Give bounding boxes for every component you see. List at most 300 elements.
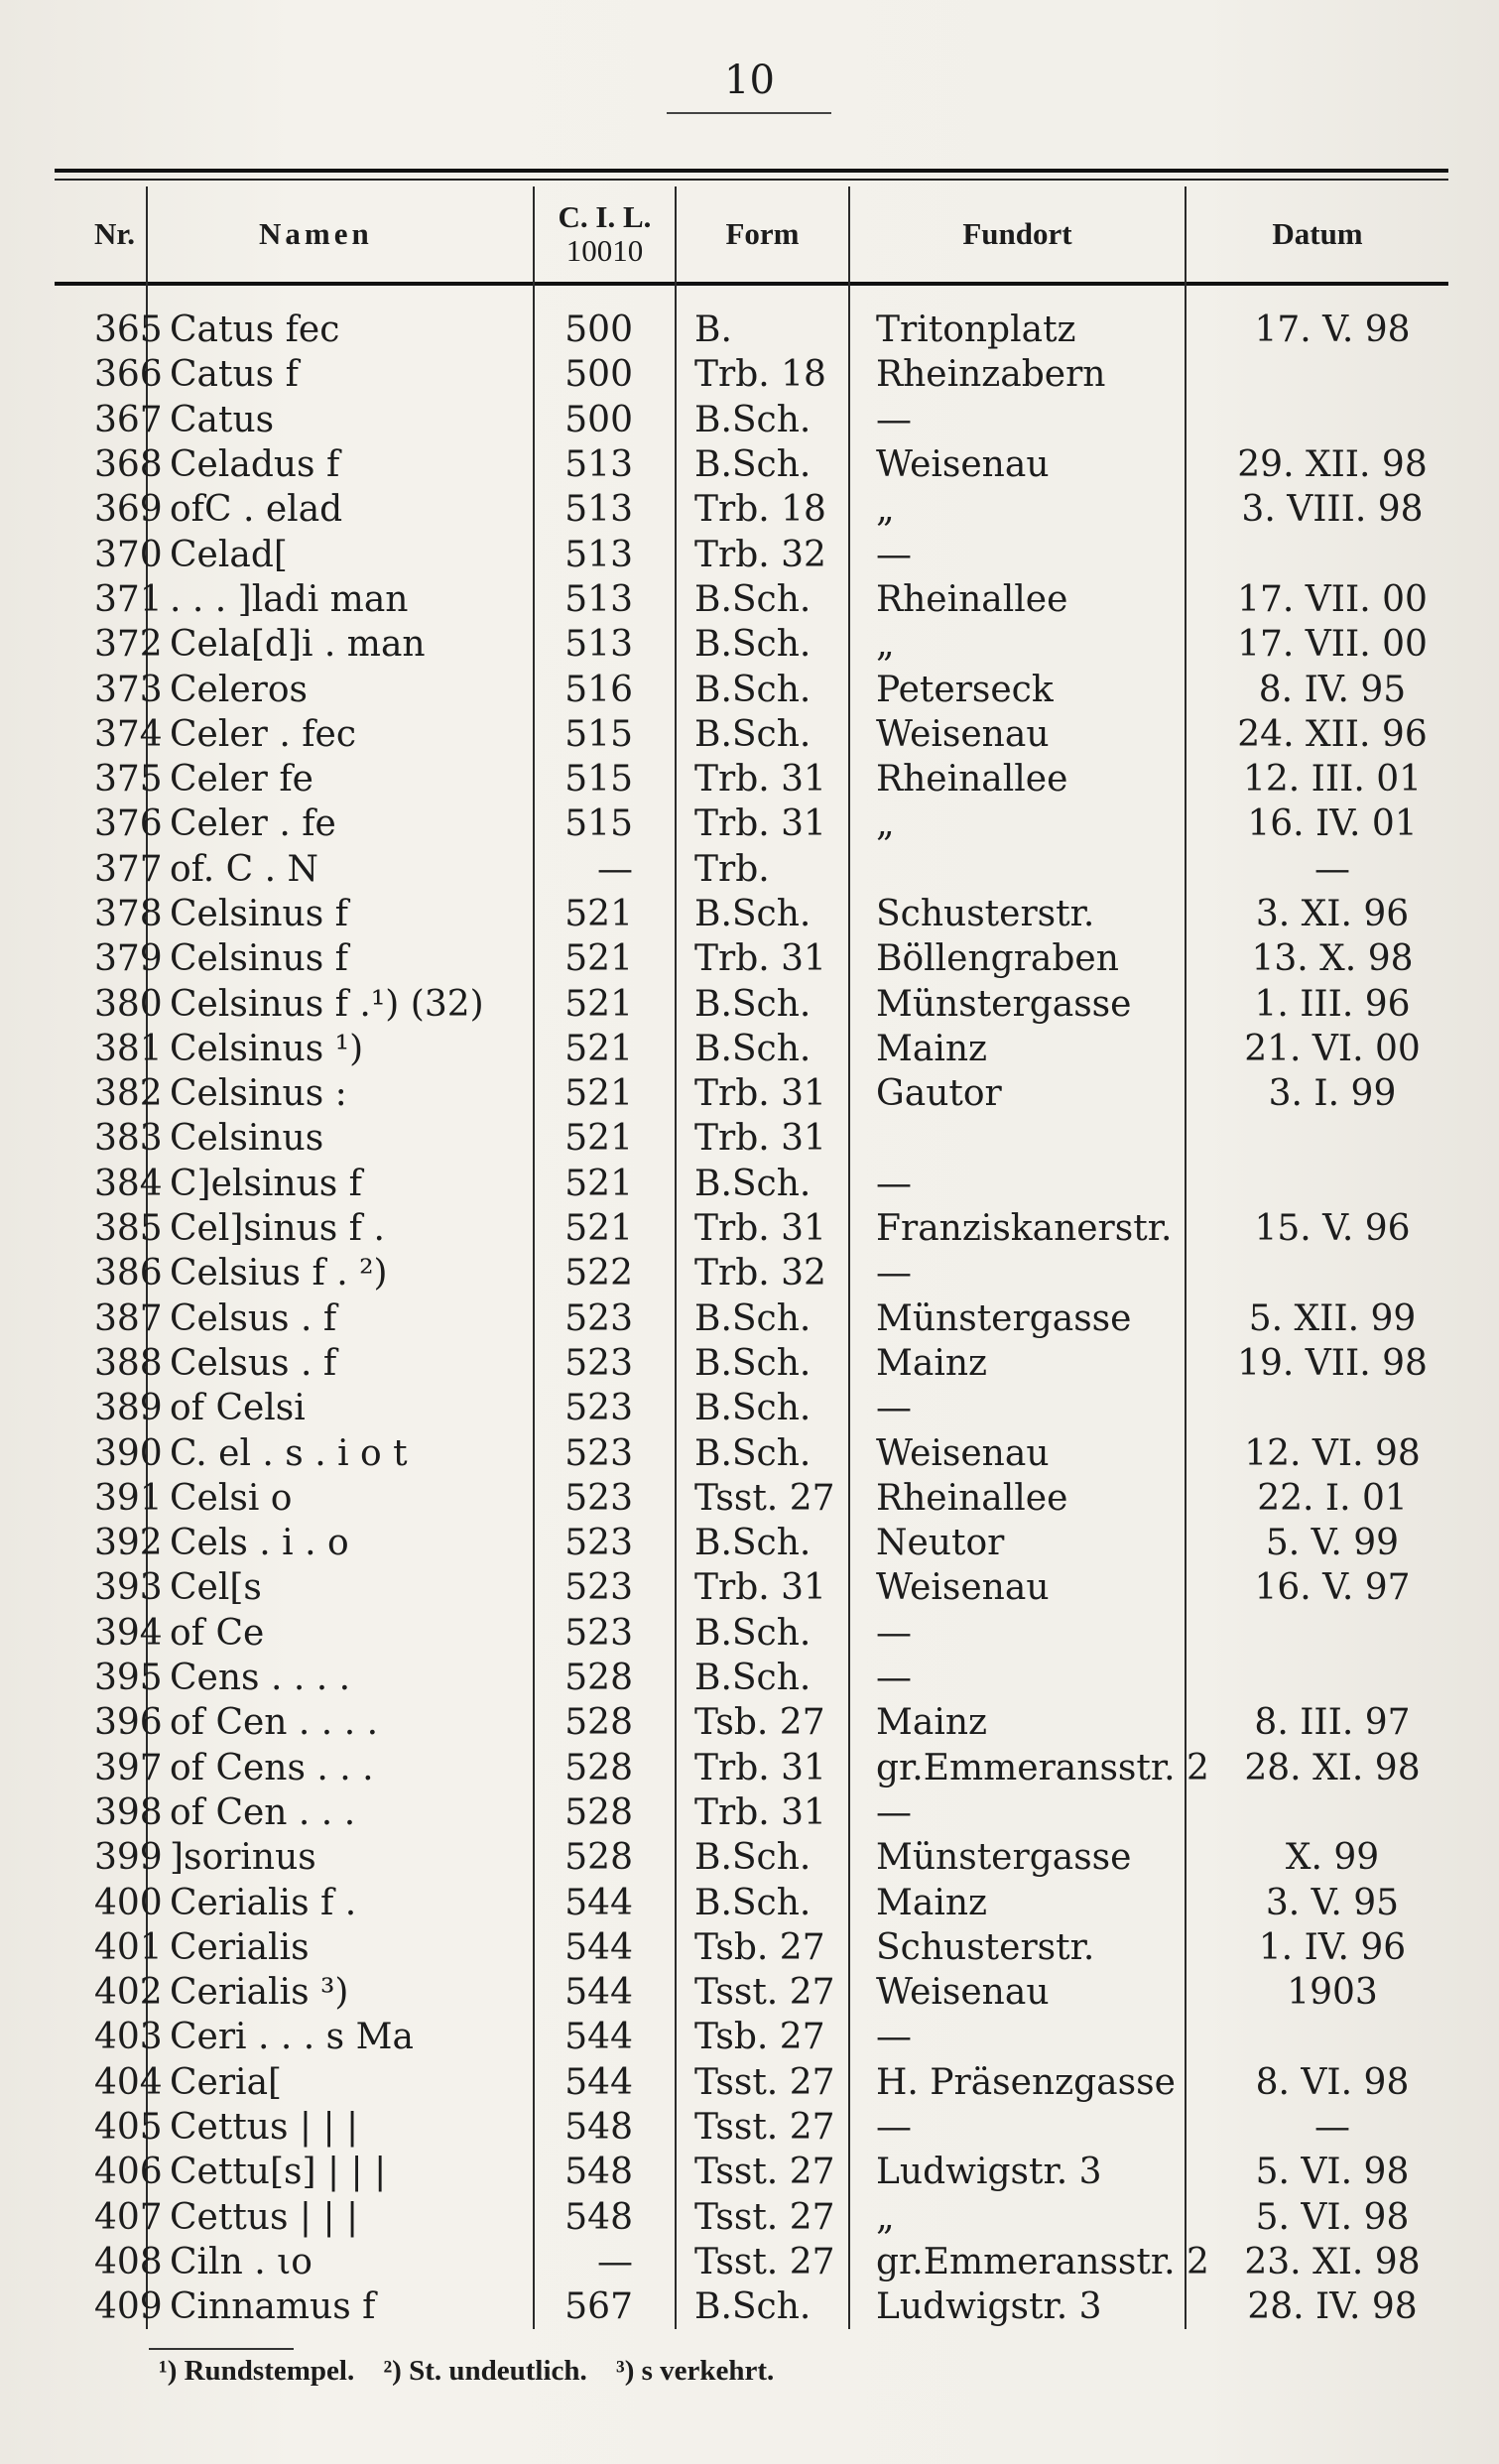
row-cil: 521 (534, 936, 676, 981)
row-form: Tsb. 27 (676, 2015, 849, 2059)
row-fundort: Weisenau (849, 712, 1186, 757)
row-datum (1186, 1116, 1448, 1161)
row-name: Celsinus f (147, 892, 534, 936)
row-form: Tsb. 27 (676, 1925, 849, 1970)
row-nr: 401 (94, 1926, 163, 1968)
row-cil: 516 (534, 667, 676, 711)
row-form: B.Sch. (676, 1341, 849, 1386)
row-fundort: Schusterstr. (849, 1925, 1186, 1970)
row-name: Celeros (147, 667, 534, 711)
row-fundort: Gautor (849, 1071, 1186, 1116)
row-name: Ceri . . . s Ma (147, 2015, 534, 2059)
row-cil: — (534, 847, 676, 892)
row-datum: 3. XI. 96 (1186, 892, 1448, 936)
row-datum: 16. IV. 01 (1186, 801, 1448, 846)
row-cil: 523 (534, 1611, 676, 1656)
row-datum (1186, 1162, 1448, 1206)
table-row (55, 1116, 1448, 1161)
row-fundort: H. Präsenzgasse (849, 2060, 1186, 2105)
header-datum: Datum (1186, 186, 1448, 282)
row-name: Ceria[ (147, 2060, 534, 2105)
row-name: ]sorinus (147, 1835, 534, 1880)
row-cil: 548 (534, 2150, 676, 2194)
header-cil-line2: 10010 (565, 233, 644, 268)
row-cil: — (534, 2240, 676, 2284)
row-form: Trb. 31 (676, 1071, 849, 1116)
row-cil: 548 (534, 2105, 676, 2150)
row-datum (1186, 2015, 1448, 2059)
row-cil: 523 (534, 1386, 676, 1430)
row-datum: 15. V. 96 (1186, 1206, 1448, 1251)
row-fundort: Böllengraben (849, 936, 1186, 981)
row-datum: 5. VI. 98 (1186, 2150, 1448, 2194)
table-row (55, 847, 1448, 892)
row-form: B.Sch. (676, 442, 849, 487)
row-name: Catus (147, 398, 534, 442)
row-fundort: Weisenau (849, 1430, 1186, 1475)
row-form: B.Sch. (676, 398, 849, 442)
row-fundort: Weisenau (849, 1970, 1186, 2015)
row-cil: 528 (534, 1656, 676, 1700)
row-fundort: — (849, 1162, 1186, 1206)
row-form: Trb. 31 (676, 801, 849, 846)
row-nr: 407 (94, 2196, 163, 2238)
row-nr: 408 (94, 2241, 163, 2282)
row-form: Trb. 18 (676, 487, 849, 532)
row-form: Trb. 31 (676, 936, 849, 981)
row-datum: 3. V. 95 (1186, 1880, 1448, 1924)
table-row (55, 1656, 1448, 1700)
row-name: Catus f (147, 352, 534, 397)
row-datum (1186, 352, 1448, 397)
row-nr: 375 (94, 759, 163, 801)
row-datum: 28. XI. 98 (1186, 1746, 1448, 1790)
row-name: Celer . fe (147, 801, 534, 846)
row-name: C. el . s . i o t (147, 1430, 534, 1475)
table-row (55, 712, 1448, 757)
row-name: Cettus | | | (147, 2194, 534, 2239)
row-nr: 366 (94, 354, 163, 396)
row-nr: 389 (94, 1388, 163, 1429)
row-nr: 379 (94, 938, 163, 980)
row-cil: 523 (534, 1296, 676, 1341)
table-top-rule-thin (55, 179, 1448, 181)
row-name: Celsius f . ²) (147, 1251, 534, 1295)
table-row (55, 1027, 1448, 1071)
row-fundort: Mainz (849, 1027, 1186, 1071)
row-fundort: Rheinallee (849, 1476, 1186, 1521)
row-cil: 513 (534, 577, 676, 622)
row-fundort: Weisenau (849, 1565, 1186, 1610)
row-datum: 1. III. 96 (1186, 981, 1448, 1026)
row-name: Cerialis ³) (147, 1970, 534, 2015)
header-fundort: Fundort (849, 186, 1186, 282)
row-name: of Cen . . . (147, 1790, 534, 1835)
row-nr: 396 (94, 1702, 163, 1744)
row-fundort: Mainz (849, 1700, 1186, 1745)
row-cil: 521 (534, 1071, 676, 1116)
row-cil: 544 (534, 2015, 676, 2059)
row-cil: 513 (534, 622, 676, 667)
row-nr: 392 (94, 1523, 163, 1564)
row-name: of. C . N (147, 847, 534, 892)
row-datum (1186, 398, 1448, 442)
row-fundort: Mainz (849, 1880, 1186, 1924)
row-nr: 391 (94, 1477, 163, 1519)
row-datum: 22. I. 01 (1186, 1476, 1448, 1521)
row-nr: 390 (94, 1432, 163, 1474)
row-form: B.Sch. (676, 2284, 849, 2329)
row-nr: 368 (94, 444, 163, 486)
row-nr: 378 (94, 894, 163, 934)
row-form: Tsst. 27 (676, 2150, 849, 2194)
table-row (55, 667, 1448, 711)
table-header-row (55, 186, 1448, 282)
row-form: Trb. 31 (676, 1746, 849, 1790)
row-nr: 397 (94, 1747, 163, 1788)
row-form: Trb. 31 (676, 757, 849, 801)
row-cil: 513 (534, 442, 676, 487)
row-cil: 500 (534, 352, 676, 397)
row-fundort: Weisenau (849, 442, 1186, 487)
row-cil: 515 (534, 801, 676, 846)
row-fundort (849, 847, 1186, 892)
row-form: Trb. 32 (676, 1251, 849, 1295)
row-datum: 8. IV. 95 (1186, 667, 1448, 711)
table-row (55, 2194, 1448, 2239)
table-row (55, 2240, 1448, 2284)
row-form: B.Sch. (676, 1521, 849, 1565)
row-datum (1186, 1386, 1448, 1430)
row-form: Tsst. 27 (676, 2105, 849, 2150)
row-datum: 1. IV. 96 (1186, 1925, 1448, 1970)
row-fundort: Schusterstr. (849, 892, 1186, 936)
row-cil: 521 (534, 892, 676, 936)
row-datum: 13. X. 98 (1186, 936, 1448, 981)
table-row (55, 1835, 1448, 1880)
row-fundort: — (849, 1386, 1186, 1430)
row-datum (1186, 532, 1448, 576)
row-form: B.Sch. (676, 981, 849, 1026)
table-row (55, 352, 1448, 397)
row-nr: 384 (94, 1163, 163, 1204)
row-nr: 387 (94, 1297, 163, 1339)
row-nr: 380 (94, 983, 163, 1025)
row-form: B.Sch. (676, 1835, 849, 1880)
table-row (55, 442, 1448, 487)
row-nr: 398 (94, 1791, 163, 1833)
row-nr: 370 (94, 534, 163, 575)
header-nr: Nr. (94, 216, 136, 251)
page-number: 10 (724, 58, 775, 103)
row-fundort: — (849, 1611, 1186, 1656)
row-nr: 365 (94, 309, 163, 351)
row-nr: 402 (94, 1972, 163, 2014)
row-name: Cettu[s] | | | (147, 2150, 534, 2194)
row-datum (1186, 1656, 1448, 1700)
row-cil: 521 (534, 1027, 676, 1071)
row-cil: 522 (534, 1251, 676, 1295)
row-fundort: „ (849, 801, 1186, 846)
row-name: Celer . fec (147, 712, 534, 757)
row-form: Tsst. 27 (676, 1970, 849, 2015)
row-form: Tsb. 27 (676, 1700, 849, 1745)
footnotes (159, 2355, 796, 2388)
row-name: C]elsinus f (147, 1162, 534, 1206)
footnote-2: ²) St. undeutlich. (383, 2355, 587, 2387)
row-datum: 8. III. 97 (1186, 1700, 1448, 1745)
row-nr: 367 (94, 399, 163, 440)
row-cil: 523 (534, 1430, 676, 1475)
row-cil: 523 (534, 1565, 676, 1610)
row-cil: 544 (534, 1925, 676, 1970)
row-form: B.Sch. (676, 1027, 849, 1071)
table-row (55, 1790, 1448, 1835)
row-fundort: „ (849, 622, 1186, 667)
header-form: Form (676, 186, 849, 282)
row-form: Tsst. 27 (676, 1476, 849, 1521)
table-body (55, 282, 1448, 2329)
row-form: B.Sch. (676, 1430, 849, 1475)
table-row (55, 1206, 1448, 1251)
row-cil: 567 (534, 2284, 676, 2329)
row-name: Celsi o (147, 1476, 534, 1521)
row-form: B.Sch. (676, 1162, 849, 1206)
row-datum: X. 99 (1186, 1835, 1448, 1880)
row-cil: 515 (534, 757, 676, 801)
row-name: Cel[s (147, 1565, 534, 1610)
row-form: Trb. 31 (676, 1790, 849, 1835)
table-row (55, 801, 1448, 846)
table-row (55, 936, 1448, 981)
table-row (55, 1296, 1448, 1341)
row-fundort: Tritonplatz (849, 282, 1186, 352)
row-nr: 409 (94, 2286, 163, 2328)
row-nr: 395 (94, 1658, 163, 1699)
row-cil: 528 (534, 1790, 676, 1835)
row-form: Trb. 31 (676, 1116, 849, 1161)
row-cil: 500 (534, 282, 676, 352)
row-nr: 376 (94, 803, 163, 845)
table-row (55, 1880, 1448, 1924)
row-cil: 515 (534, 712, 676, 757)
table-row (55, 2150, 1448, 2194)
table-row (55, 1700, 1448, 1745)
row-name: Cens . . . . (147, 1656, 534, 1700)
table-row (55, 532, 1448, 576)
page-number-rule (667, 112, 831, 114)
row-datum: 29. XII. 98 (1186, 442, 1448, 487)
row-name: Celer fe (147, 757, 534, 801)
row-name: of Celsi (147, 1386, 534, 1430)
table-top-rule (55, 169, 1448, 173)
table-row (55, 2284, 1448, 2329)
row-cil: 513 (534, 487, 676, 532)
row-name: Cerialis f . (147, 1880, 534, 1924)
table-row (55, 1430, 1448, 1475)
row-form: Trb. 18 (676, 352, 849, 397)
row-name: Cel]sinus f . (147, 1206, 534, 1251)
row-form: B.Sch. (676, 1656, 849, 1700)
table-row (55, 622, 1448, 667)
row-nr: 404 (94, 2061, 163, 2103)
row-datum: 12. III. 01 (1186, 757, 1448, 801)
row-cil: 523 (534, 1476, 676, 1521)
row-form: Tsst. 27 (676, 2060, 849, 2105)
row-name: ofC . elad (147, 487, 534, 532)
row-datum (1186, 1790, 1448, 1835)
row-datum: 28. IV. 98 (1186, 2284, 1448, 2329)
row-cil: 544 (534, 2060, 676, 2105)
row-fundort: Franziskanerstr. (849, 1206, 1186, 1251)
table-row (55, 892, 1448, 936)
row-datum: 23. XI. 98 (1186, 2240, 1448, 2284)
row-form: B.Sch. (676, 1611, 849, 1656)
row-fundort: — (849, 532, 1186, 576)
row-datum: 3. VIII. 98 (1186, 487, 1448, 532)
row-nr: 386 (94, 1253, 163, 1294)
row-cil: 521 (534, 1206, 676, 1251)
row-datum: 24. XII. 96 (1186, 712, 1448, 757)
row-cil: 544 (534, 1880, 676, 1924)
table-row (55, 577, 1448, 622)
row-nr: 393 (94, 1567, 163, 1609)
row-fundort: Rheinallee (849, 577, 1186, 622)
row-datum: 12. VI. 98 (1186, 1430, 1448, 1475)
row-datum: 21. VI. 00 (1186, 1027, 1448, 1071)
row-cil: 500 (534, 398, 676, 442)
table-row (55, 1071, 1448, 1116)
row-name: Celsus . f (147, 1341, 534, 1386)
row-fundort: Münstergasse (849, 1296, 1186, 1341)
row-nr: 388 (94, 1342, 163, 1384)
row-nr: 381 (94, 1028, 163, 1069)
row-name: Ciln . ιo (147, 2240, 534, 2284)
row-name: . . . ]ladi man (147, 577, 534, 622)
row-cil: 528 (534, 1700, 676, 1745)
row-fundort: — (849, 1790, 1186, 1835)
row-datum (1186, 1251, 1448, 1295)
row-cil: 548 (534, 2194, 676, 2239)
footnote-3: ³) s verkehrt. (616, 2355, 775, 2387)
row-fundort: — (849, 2105, 1186, 2150)
row-name: of Cen . . . . (147, 1700, 534, 1745)
table-row (55, 1565, 1448, 1610)
table-row (55, 2105, 1448, 2150)
row-name: Cels . i . o (147, 1521, 534, 1565)
row-name: Celad[ (147, 532, 534, 576)
row-datum: 3. I. 99 (1186, 1071, 1448, 1116)
row-form: B.Sch. (676, 1880, 849, 1924)
row-name: Catus fec (147, 282, 534, 352)
row-fundort: — (849, 2015, 1186, 2059)
header-cil (534, 186, 676, 282)
row-nr: 406 (94, 2152, 163, 2193)
row-cil: 544 (534, 1970, 676, 2015)
table-row (55, 487, 1448, 532)
row-fundort: — (849, 1251, 1186, 1295)
table-row (55, 2060, 1448, 2105)
row-nr: 369 (94, 489, 163, 531)
row-nr: 383 (94, 1118, 163, 1160)
table-row (55, 1746, 1448, 1790)
row-fundort: „ (849, 2194, 1186, 2239)
table-row (55, 1925, 1448, 1970)
row-name: Celsinus (147, 1116, 534, 1161)
table-row (55, 398, 1448, 442)
row-form: Tsst. 27 (676, 2194, 849, 2239)
table-row (55, 1476, 1448, 1521)
row-fundort: Peterseck (849, 667, 1186, 711)
row-form: B.Sch. (676, 622, 849, 667)
row-nr: 374 (94, 713, 163, 755)
footnote-rule (149, 2348, 294, 2350)
row-cil: 523 (534, 1341, 676, 1386)
table-row (55, 282, 1448, 352)
row-datum: — (1186, 847, 1448, 892)
table-row (55, 1386, 1448, 1430)
table-row (55, 757, 1448, 801)
row-name: Celsinus : (147, 1071, 534, 1116)
row-name: Celsinus f .¹) (32) (147, 981, 534, 1026)
row-datum: 17. VII. 00 (1186, 577, 1448, 622)
row-nr: 394 (94, 1612, 163, 1654)
row-form: B.Sch. (676, 667, 849, 711)
row-fundort: Neutor (849, 1521, 1186, 1565)
row-form: Trb. 32 (676, 532, 849, 576)
row-nr: 377 (94, 848, 163, 890)
row-nr: 372 (94, 624, 163, 666)
row-datum: — (1186, 2105, 1448, 2150)
row-form: B.Sch. (676, 712, 849, 757)
row-name: Cela[d]i . man (147, 622, 534, 667)
row-datum: 17. VII. 00 (1186, 622, 1448, 667)
row-name: Cettus | | | (147, 2105, 534, 2150)
table-row (55, 2015, 1448, 2059)
row-datum (1186, 1611, 1448, 1656)
row-nr: 373 (94, 669, 163, 710)
row-fundort: — (849, 1656, 1186, 1700)
row-form: B.Sch. (676, 577, 849, 622)
row-cil: 521 (534, 1162, 676, 1206)
table-row (55, 981, 1448, 1026)
row-datum: 16. V. 97 (1186, 1565, 1448, 1610)
row-nr: 385 (94, 1208, 163, 1250)
table-row (55, 1521, 1448, 1565)
row-name: Cerialis (147, 1925, 534, 1970)
row-name: of Cens . . . (147, 1746, 534, 1790)
row-form: Trb. (676, 847, 849, 892)
row-fundort: gr.Emmeransstr. 2 (849, 2240, 1186, 2284)
row-datum: 5. XII. 99 (1186, 1296, 1448, 1341)
stamp-table (55, 186, 1448, 2329)
row-datum: 1903 (1186, 1970, 1448, 2015)
row-cil: 528 (534, 1746, 676, 1790)
row-form: B. (676, 282, 849, 352)
row-name: Celsinus f (147, 936, 534, 981)
row-nr: 382 (94, 1073, 163, 1115)
table-row (55, 1970, 1448, 2015)
row-nr: 371 (94, 578, 163, 620)
row-name: Cinnamus f (147, 2284, 534, 2329)
row-fundort: Münstergasse (849, 1835, 1186, 1880)
table-row (55, 1251, 1448, 1295)
row-fundort: Ludwigstr. 3 (849, 2284, 1186, 2329)
row-cil: 513 (534, 532, 676, 576)
table-row (55, 1611, 1448, 1656)
row-fundort (849, 1116, 1186, 1161)
row-form: B.Sch. (676, 1386, 849, 1430)
